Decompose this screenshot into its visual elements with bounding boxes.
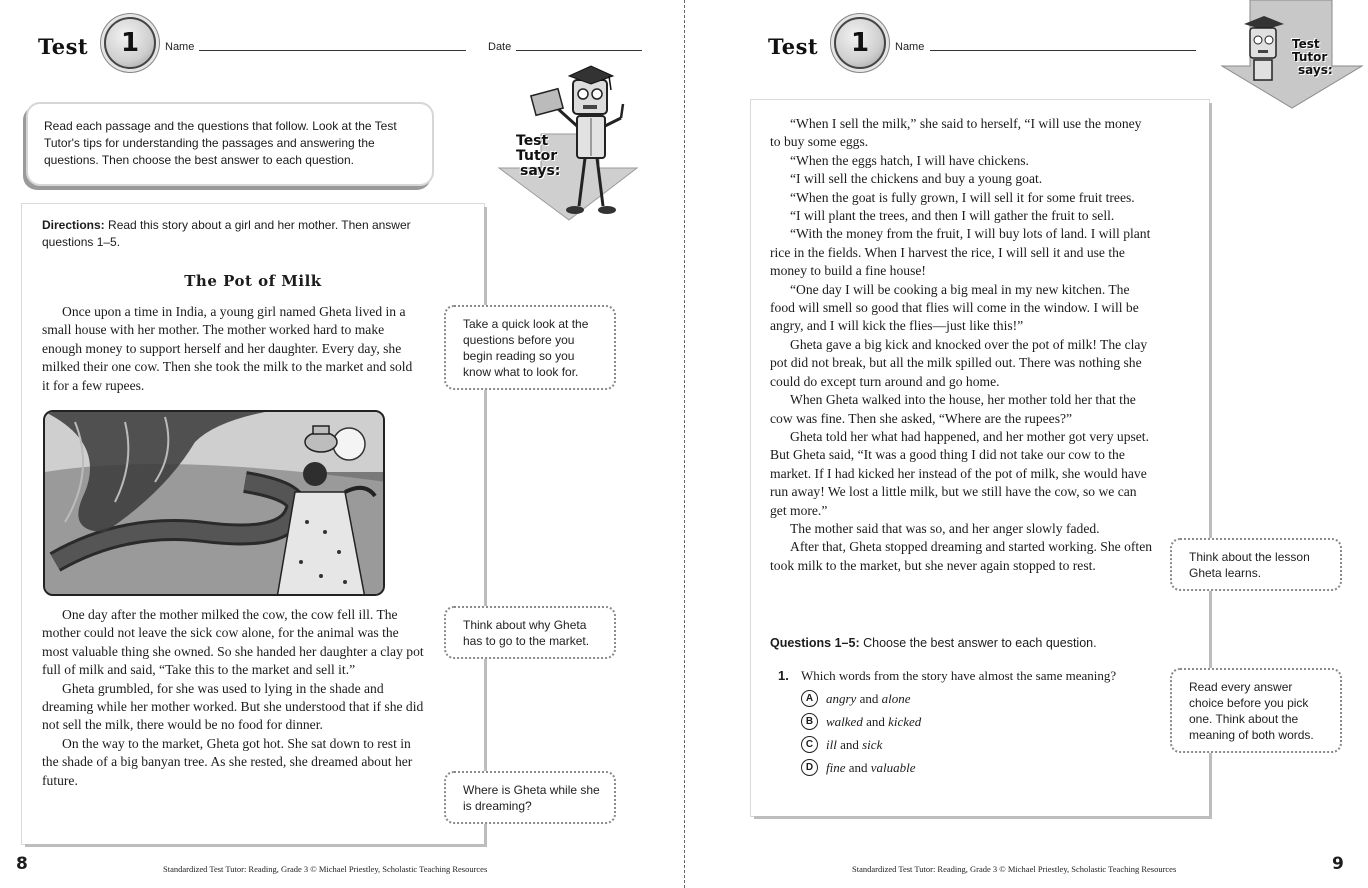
answer-bubble[interactable]: A [801,690,818,707]
directions-label: Directions: [42,218,105,232]
tutor-tip-2: Think about why Gheta has to go to the market. [444,606,616,659]
tutor-tip-4: Think about the lesson Gheta learns. [1170,538,1342,591]
story-text: After that, Gheta stopped dreaming and started working. She often took milk to the market, but she never again stopped to rest. [770,539,1153,573]
tutor-badge-line1: Test [1292,37,1320,51]
story-text: Gheta gave a big kick and knocked over the pot of milk! The clay pot did not break, but all the milk spilled out. There was nothing she could do except turn around and go home. [770,336,1148,389]
option-and: and [836,736,863,752]
story-text: Gheta grumbled, for she was used to lying in the shade and dreaming while her mother worked. But she understood that if she did not sell the milk, there would be no food for dinner. [42,680,424,733]
name-label: Name [895,41,925,53]
option-and: and [856,690,882,706]
test-heading: Test [768,34,819,59]
option-and: and [845,759,871,775]
test-tutor-says-badge [516,134,560,179]
story-text: “One day I will be cooking a big meal in my new kitchen. The food will smell so good that flies will come in the window. I will be angry, and I will kick the flies—just like this!” [770,281,1139,334]
option-word-2: alone [881,690,911,706]
option-and: and [862,713,889,729]
girl-carrying-pot-image [45,412,385,596]
story-text: The mother said that was so, and her anger slowly faded. [790,520,1100,536]
name-field[interactable] [199,50,466,51]
tutor-badge-line3: says: [1298,63,1333,77]
story-text: “When the eggs hatch, I will have chickens. [790,152,1029,168]
tutor-tip-3: Where is Gheta while she is dreaming? [444,771,616,824]
directions-text: Read this story about a girl and her mother. Then answer questions 1–5. [42,218,411,249]
option-word-1: fine [826,759,846,775]
directions [42,217,442,251]
option-word-2: kicked [888,713,922,729]
answer-bubble[interactable]: C [801,736,818,753]
option-word-2: sick [862,736,883,752]
tutor-badge-line2: Tutor [1292,50,1328,64]
story-text: “With the money from the fruit, I will buy lots of land. I will plant rice in the fields. When I harvest the rice, I will sell it and use the money to build a fine house! [770,226,1151,279]
story-text: “When the goat is fully grown, I will sell it for some fruit trees. [790,189,1135,205]
question-number: 1. [778,668,789,683]
answer-bubble[interactable]: B [801,713,818,730]
option-word-1: angry [826,690,857,706]
story-illustration [43,410,385,596]
tutor-badge-line3: says: [520,163,561,179]
story-title: The Pot of Milk [184,272,322,290]
date-field[interactable] [516,50,642,51]
story-text: One day after the mother milked the cow, the cow fell ill. The mother could not leave the sick cow alone, for the animal was the most valuable thing she owned. So she handed her daughter a clay pot full of milk and said, “Take this to the market and sell it.” [42,607,424,678]
story-text: “I will plant the trees, and then I will gather the fruit to sell. [790,208,1115,224]
footer-right: Standardized Test Tutor: Reading, Grade 3 © Michael Priestley, Scholastic Teaching Resources [852,864,1177,874]
test-heading: Test [38,34,89,59]
instructions-box: Read each passage and the questions that follow. Look at the Test Tutor's tips for understanding the passages and answering the questions. Then choose the best answer to each question. [26,102,434,186]
test-number-badge: 1 [104,17,156,69]
questions-instruction: Choose the best answer to each question. [859,636,1097,650]
tutor-tip-1: Take a quick look at the questions before you begin reading so you know what to look for. [444,305,616,390]
date-label: Date [488,41,512,53]
answer-option-c[interactable] [801,736,882,753]
answer-option-a[interactable] [801,690,911,707]
option-word-2: valuable [870,759,916,775]
tutor-tip-5: Read every answer choice before you pick one. Think about the meaning of both words. [1170,668,1342,753]
tutor-badge-line2: Tutor [516,148,558,164]
story-text: “I will sell the chickens and buy a young goat. [790,171,1043,187]
option-word-1: ill [826,736,837,752]
footer-left: Standardized Test Tutor: Reading, Grade 3 © Michael Priestley, Scholastic Teaching Resources [163,864,488,874]
name-label: Name [165,41,195,53]
questions-heading [770,636,1097,650]
test-number-badge: 1 [834,17,886,69]
story-text: “When I sell the milk,” she said to herself, “I will use the money to buy some eggs. [770,116,1142,150]
story-text: Gheta told her what had happened, and her mother got very upset. But Gheta said, “It was a good thing I did not take our cow to the market. If I had kicked her instead of the pot of milk, she would have run away! We lost a little milk, but we still have the cow, so we can get more.” [770,428,1149,518]
name-field[interactable] [930,50,1196,51]
page-fold-divider [684,0,685,888]
story-text: Once upon a time in India, a young girl named Gheta lived in a small house with her mother. The mother worked hard to make enough money to support herself and her daughter. Every day, she milked their one cow. Then she took the milk to the market and sold it for a few rupees. [42,304,413,393]
story-paragraph-group-1 [42,606,428,790]
story-text: On the way to the market, Gheta got hot. She sat down to rest in the shade of a big banyan tree. As she rested, she dreamed about her future. [42,735,413,788]
questions-label: Questions 1–5: [770,636,860,650]
answer-bubble[interactable]: D [801,759,818,776]
test-tutor-says-badge [1292,38,1333,77]
story-continuation [770,115,1154,575]
answer-option-d[interactable] [801,759,916,776]
story-text: When Gheta walked into the house, her mother told her that the cow was fine. Then she asked, “Where are the rupees?” [770,392,1136,426]
story-paragraph-1 [42,303,422,395]
answer-option-b[interactable] [801,713,921,730]
option-word-1: walked [826,713,863,729]
page-number-left: 8 [16,854,28,874]
page-number-right: 9 [1332,854,1344,874]
tutor-badge-line1: Test [516,133,549,149]
question-text: Which words from the story have almost the same meaning? [801,668,1117,683]
